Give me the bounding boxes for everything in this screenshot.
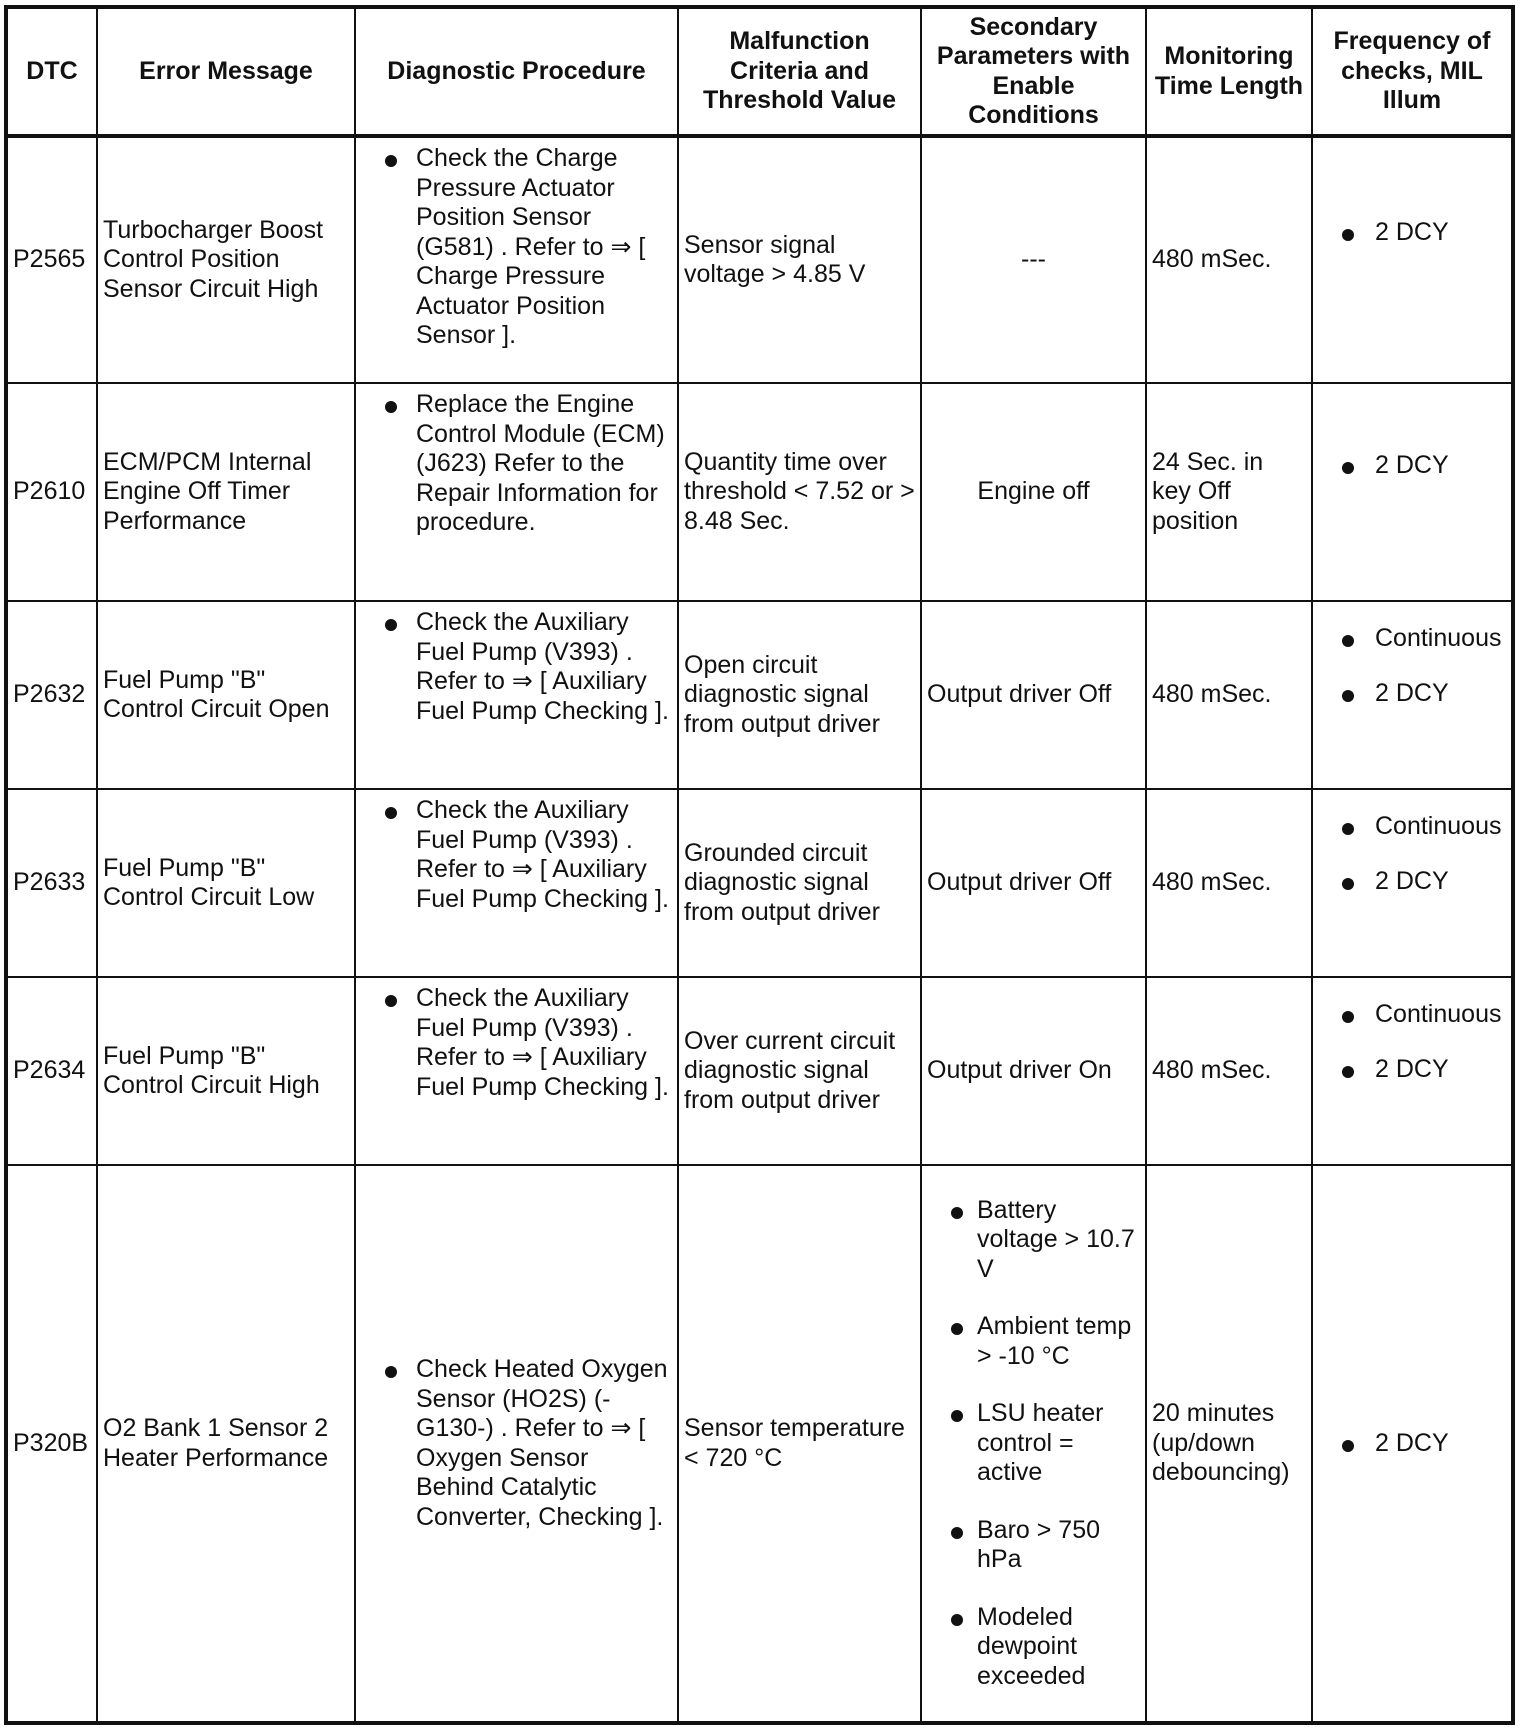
frequency-item: 2 DCY [1318, 1429, 1506, 1459]
procedure-list [361, 608, 672, 726]
dtc-table [4, 5, 1515, 1725]
secondary-parameters: Output driver Off [921, 601, 1146, 789]
malfunction-criteria: Grounded circuit diagnostic signal from output driver [678, 789, 921, 977]
malfunction-criteria: Over current circuit diagnostic signal from output driver [678, 977, 921, 1165]
frequency [1312, 789, 1513, 977]
monitoring-time: 480 mSec. [1146, 601, 1312, 789]
malfunction-criteria: Sensor signal voltage > 4.85 V [678, 136, 921, 383]
frequency-item: 2 DCY [1318, 1055, 1506, 1085]
dtc-code: P2632 [6, 601, 97, 789]
frequency-item: Continuous [1318, 1000, 1506, 1030]
header-monitoring-time: Monitoring Time Length [1146, 7, 1312, 136]
table-row [6, 1165, 1513, 1723]
secondary-item: Baro > 750 hPa [927, 1516, 1140, 1575]
error-message: Fuel Pump "B" Control Circuit High [97, 977, 355, 1165]
procedure-item: Check the Auxiliary Fuel Pump (V393) . Refer to ⇒ [ Auxiliary Fuel Pump Checking ]. [361, 984, 672, 1102]
procedure-item: Check the Auxiliary Fuel Pump (V393) . Refer to ⇒ [ Auxiliary Fuel Pump Checking ]. [361, 796, 672, 914]
secondary-item: LSU heater control = active [927, 1399, 1140, 1488]
frequency-item: 2 DCY [1318, 218, 1506, 248]
monitoring-time: 20 minutes (up/down debouncing) [1146, 1165, 1312, 1723]
secondary-parameters [921, 1165, 1146, 1723]
secondary-parameters: --- [921, 136, 1146, 383]
diagnostic-procedure [355, 136, 678, 383]
frequency-item: Continuous [1318, 624, 1506, 654]
diagnostic-procedure [355, 977, 678, 1165]
secondary-list [927, 1196, 1140, 1692]
table-row [6, 789, 1513, 977]
frequency-item: Continuous [1318, 812, 1506, 842]
dtc-code: P2610 [6, 383, 97, 601]
monitoring-time: 24 Sec. in key Off position [1146, 383, 1312, 601]
dtc-code: P2634 [6, 977, 97, 1165]
header-error-message: Error Message [97, 7, 355, 136]
diagnostic-procedure [355, 383, 678, 601]
frequency-item: 2 DCY [1318, 679, 1506, 709]
dtc-code: P2633 [6, 789, 97, 977]
frequency [1312, 1165, 1513, 1723]
monitoring-time: 480 mSec. [1146, 136, 1312, 383]
monitoring-time: 480 mSec. [1146, 789, 1312, 977]
table-row [6, 136, 1513, 383]
frequency-list [1318, 218, 1506, 248]
dtc-code: P2565 [6, 136, 97, 383]
error-message: ECM/PCM Internal Engine Off Timer Performance [97, 383, 355, 601]
header-malfunction-criteria: Malfunction Criteria and Threshold Value [678, 7, 921, 136]
procedure-list [361, 1355, 672, 1532]
error-message: Fuel Pump "B" Control Circuit Open [97, 601, 355, 789]
frequency [1312, 136, 1513, 383]
error-message: Fuel Pump "B" Control Circuit Low [97, 789, 355, 977]
procedure-item: Replace the Engine Control Module (ECM) (J623) Refer to the Repair Information for procedure. [361, 390, 672, 538]
procedure-item: Check Heated Oxygen Sensor (HO2S) (-G130-) . Refer to ⇒ [ Oxygen Sensor Behind Catalytic Converter, Checking ]. [361, 1355, 672, 1532]
malfunction-criteria: Sensor temperature < 720 °C [678, 1165, 921, 1723]
table-row [6, 977, 1513, 1165]
table-row [6, 601, 1513, 789]
secondary-parameters: Output driver Off [921, 789, 1146, 977]
frequency-list [1318, 624, 1506, 708]
header-frequency: Frequency of checks, MIL Illum [1312, 7, 1513, 136]
diagnostic-procedure [355, 789, 678, 977]
table-row [6, 383, 1513, 601]
error-message: O2 Bank 1 Sensor 2 Heater Performance [97, 1165, 355, 1723]
header-diagnostic-procedure: Diagnostic Procedure [355, 7, 678, 136]
frequency-item: 2 DCY [1318, 867, 1506, 897]
header-row [6, 7, 1513, 136]
dtc-code: P320B [6, 1165, 97, 1723]
monitoring-time: 480 mSec. [1146, 977, 1312, 1165]
malfunction-criteria: Open circuit diagnostic signal from output driver [678, 601, 921, 789]
frequency [1312, 601, 1513, 789]
procedure-item: Check the Auxiliary Fuel Pump (V393) . Refer to ⇒ [ Auxiliary Fuel Pump Checking ]. [361, 608, 672, 726]
procedure-item: Check the Charge Pressure Actuator Position Sensor (G581) . Refer to ⇒ [ Charge Pressure Actuator Position Sensor ]. [361, 144, 672, 351]
procedure-list [361, 796, 672, 914]
frequency-item: 2 DCY [1318, 451, 1506, 481]
error-message: Turbocharger Boost Control Position Sensor Circuit High [97, 136, 355, 383]
diagnostic-procedure [355, 1165, 678, 1723]
frequency-list [1318, 812, 1506, 896]
secondary-item: Battery voltage > 10.7 V [927, 1196, 1140, 1285]
header-secondary-parameters: Secondary Parameters with Enable Conditions [921, 7, 1146, 136]
frequency-list [1318, 1429, 1506, 1459]
procedure-list [361, 984, 672, 1102]
procedure-list [361, 144, 672, 351]
malfunction-criteria: Quantity time over threshold < 7.52 or > 8.48 Sec. [678, 383, 921, 601]
diagnostic-procedure [355, 601, 678, 789]
secondary-parameters: Engine off [921, 383, 1146, 601]
secondary-parameters: Output driver On [921, 977, 1146, 1165]
frequency [1312, 383, 1513, 601]
secondary-item: Modeled dewpoint exceeded [927, 1603, 1140, 1692]
frequency [1312, 977, 1513, 1165]
secondary-item: Ambient temp > -10 °C [927, 1312, 1140, 1371]
frequency-list [1318, 451, 1506, 481]
frequency-list [1318, 1000, 1506, 1084]
procedure-list [361, 390, 672, 538]
header-dtc: DTC [6, 7, 97, 136]
